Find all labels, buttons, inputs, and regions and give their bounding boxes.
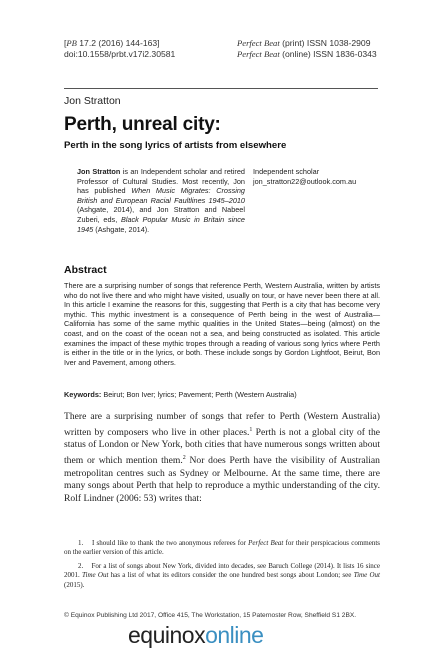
issn-header: Perfect Beat (print) ISSN 1038-2909 Perfect Beat (online) ISSN 1836-0343 <box>237 38 377 59</box>
citation-header: [PB 17.2 (2016) 144-163] doi:10.1558/prbt.v17i2.30581 <box>64 38 176 59</box>
keywords: Keywords: Beirut; Bon Iver; lyrics; Pavement; Perth (Western Australia) <box>64 390 297 399</box>
footnote-2: 2. For a list of songs about New York, divided into decades, see Baruch College (2014). It lists 16 since 2001. Time Out has a list of what its editors consider the one hundred best songs about London; see Time Out (2015). <box>64 561 380 589</box>
article-title: Perth, unreal city: <box>64 114 221 135</box>
journal-name-online: Perfect Beat <box>237 49 280 59</box>
author-email[interactable]: jon_stratton22@outlook.com.au <box>253 176 357 186</box>
footnotes <box>64 539 380 594</box>
abstract-body: There are a surprising number of songs that reference Perth, Western Australia, written by artists who do not live there and who might have visited, usually on tour, or have never been there at all. In this article I examine the reasons for this, suggesting that Perth is a city that has become very mythic. This mythic investment is a consequence of Perth being in the west of Australia—California has some of the same mythic qualities in the United States—being (almost) on the coast, and on the coast of the ocean not a sea, and being constructed as isolated. This article examines the impact of these mythic tropes through a reading of various song lyrics where Perth is either in the title or in the lyrics, or both. These include songs by Gordon Lightfoot, Beirut, Bon Iver and Pavement, among others. <box>64 281 380 367</box>
header-rule <box>64 88 378 89</box>
footnote-ref-1[interactable]: 1 <box>249 426 253 433</box>
equinox-logo: equinoxonline <box>128 622 264 648</box>
author-bio: Jon Stratton is an Independent scholar and retired Professor of Cultural Studies. Most recently, Jon has published When Music Migrates: Crossing British and European Racial Faultlines 1945–2010 (Ashgate, 2014), and Jon Stratton and Nabeel Zuberi, eds, Black Popular Music in Britain since 1945 (Ashgate, 2014). <box>77 167 245 234</box>
article-subtitle: Perth in the song lyrics of artists from elsewhere <box>64 140 287 151</box>
author-name: Jon Stratton <box>64 95 121 107</box>
copyright-notice: © Equinox Publishing Ltd 2017, Office 415, The Workstation, 15 Paternoster Row, Sheffield S1 2BX. <box>64 612 357 619</box>
footnote-1: 1. I should like to thank the two anonymous referees for Perfect Beat for their perspicacious comments on the earlier version of this article. <box>64 539 380 557</box>
abstract-heading: Abstract <box>64 264 107 276</box>
journal-abbrev: PB <box>66 38 77 48</box>
footnote-ref-2[interactable]: 2 <box>182 454 186 461</box>
author-affiliation: Independent scholar <box>253 167 320 176</box>
doi: doi:10.1558/prbt.v17i2.30581 <box>64 49 176 59</box>
author-contact <box>253 167 383 186</box>
body-paragraph: There are a surprising number of songs that refer to Perth (Western Australia) written by composers who live in other places.$^1$ Perth is not a global city of the status of London or New York, both cities that have numerous songs written about them or which mention them.$^2$ Nor does Perth have the visibility of Australian metropolitan centres such as Sydney or Melbourne. At the same time, there are many songs about Perth that help to reproduce a mythic understanding of the city. Rolf Lindner (2006: 53) writes that: <box>64 411 381 504</box>
journal-name-print: Perfect Beat <box>237 38 280 48</box>
